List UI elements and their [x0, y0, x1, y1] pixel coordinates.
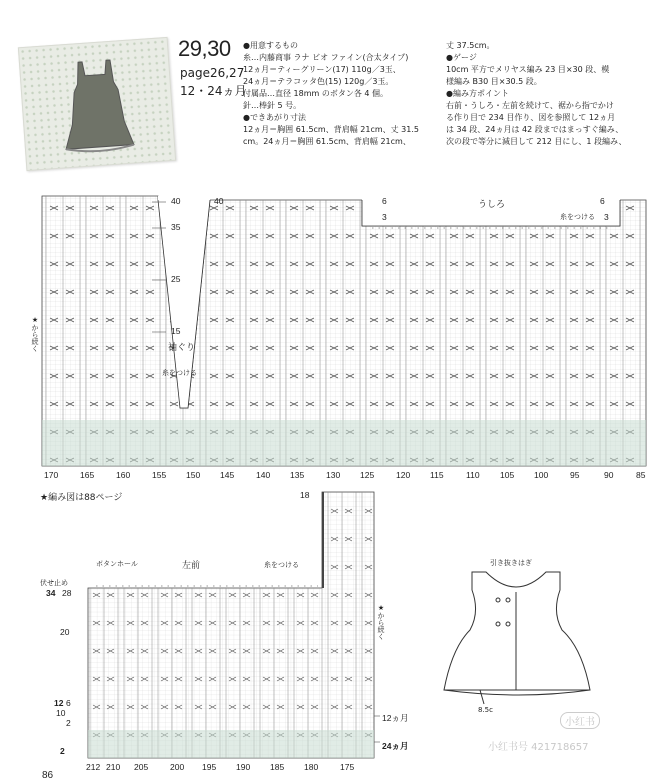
x-tick: 180	[304, 762, 319, 772]
schematic-top-label: 引き抜きはぎ	[490, 559, 532, 567]
x-tick: 90	[604, 470, 614, 480]
pattern-page: page26,27	[180, 66, 245, 80]
bind-off-label: 伏せ止め	[40, 579, 68, 587]
row-20: 20	[60, 627, 70, 637]
dress-schematic	[444, 572, 590, 704]
x-tick: 115	[430, 470, 444, 480]
row-12: 12	[54, 698, 64, 708]
x-tick: 105	[500, 470, 515, 480]
points-heading: ●編み方ポイント	[446, 89, 509, 98]
size-heading: ●できあがり寸法	[243, 113, 306, 122]
x-tick: 125	[360, 470, 375, 480]
row-label-15: 15	[171, 326, 181, 336]
materials-line: 針…棒針 5 号。	[243, 101, 302, 110]
row-2b: 2	[60, 746, 65, 756]
x-tick: 135	[290, 470, 305, 480]
row-10: 10	[56, 708, 66, 718]
x-tick: 170	[44, 470, 59, 480]
back-label: うしろ	[478, 200, 506, 210]
join-yarn-label: 糸をつける	[162, 369, 197, 377]
row-label-6-right: 6	[600, 196, 605, 206]
row-label-25: 25	[171, 274, 181, 284]
points-line: は 34 段、24ヵ月は 42 段まではまっすぐ編み、	[446, 125, 624, 134]
materials-line: 12ヵ月＝ティーグリーン(17) 110g／3玉、	[243, 65, 401, 74]
watermark-id: 小红书号 421718657	[488, 742, 589, 753]
pattern-sizes: 12・24ヵ月	[180, 84, 247, 98]
x-tick: 195	[202, 762, 217, 772]
watermark-badge: 小红书	[560, 712, 600, 729]
row-34: 34	[46, 588, 56, 598]
x-tick: 190	[236, 762, 251, 772]
x-tick: 160	[116, 470, 131, 480]
x-tick: 85	[636, 470, 646, 480]
continue-from-star-label-bottom: ★から続く	[377, 604, 385, 640]
armhole-label: 袖ぐり	[168, 343, 196, 353]
row-label-6: 6	[382, 196, 387, 206]
row-label-35: 35	[171, 222, 181, 232]
materials-heading: ●用意するもの	[243, 41, 298, 50]
row-label-3-right: 3	[604, 212, 609, 222]
x-tick: 185	[270, 762, 285, 772]
gauge-line: 様編み B30 目×30.5 段。	[446, 77, 542, 86]
x-tick: 200	[170, 762, 185, 772]
size-12-label: 12ヵ月	[382, 713, 409, 723]
materials-line: 24ヵ月＝テラコッタ色(15) 120g／3玉。	[243, 77, 394, 86]
row-28: 28	[62, 588, 72, 598]
x-tick: 212	[86, 762, 101, 772]
x-tick: 110	[466, 470, 480, 480]
x-tick: 145	[220, 470, 235, 480]
gauge-heading: ●ゲージ	[446, 53, 477, 62]
row-label-40-right: 40	[214, 196, 224, 206]
join-yarn-label-back: 糸をつける	[560, 213, 595, 221]
size-line: cm。24ヵ月＝胸囲 61.5cm、背肩幅 21cm、	[243, 137, 411, 146]
x-tick: 175	[340, 762, 355, 772]
x-tick: 205	[134, 762, 149, 772]
x-tick: 130	[326, 470, 341, 480]
pattern-number: 29,30	[178, 36, 231, 61]
x-tick: 165	[80, 470, 95, 480]
x-tick: 95	[570, 470, 580, 480]
x-tick: 150	[186, 470, 201, 480]
continue-from-star-label: ★から続く	[31, 316, 39, 352]
row-6: 6	[66, 698, 71, 708]
length-line: 丈 37.5cm。	[446, 41, 495, 50]
gauge-line: 10cm 平方でメリヤス編み 23 目×30 段、模	[446, 65, 610, 74]
x-tick: 100	[534, 470, 549, 480]
size-line: 12ヵ月＝胸囲 61.5cm、背肩幅 21cm、丈 31.5	[243, 125, 419, 134]
buttonhole-label: ボタンホール	[96, 560, 138, 568]
points-line: る作り目で 234 目作り、図を参照して 12ヵ月	[446, 113, 616, 122]
x-tick: 155	[152, 470, 167, 480]
chart-note: ★編み図は88ページ	[40, 493, 123, 503]
row-18: 18	[300, 490, 310, 500]
row-2a: 2	[66, 718, 71, 728]
row-label-40: 40	[171, 196, 181, 206]
materials-line: 付属品…直径 18mm のボタン各 4 個。	[243, 89, 389, 98]
x-tick: 210	[106, 762, 121, 772]
points-line: 右前・うしろ・左前を続けて、裾から指でかけ	[446, 101, 614, 110]
left-front-label: 左前	[182, 561, 201, 571]
schematic-bottom-label: 8.5c	[478, 706, 493, 714]
row-label-3: 3	[382, 212, 387, 222]
points-line: 次の段で等分に減目して 212 目にし、1 段編み、	[446, 137, 627, 146]
x-tick: 120	[396, 470, 411, 480]
join-yarn-label-front: 糸をつける	[264, 561, 299, 569]
size-24-label: 24ヵ月	[382, 741, 409, 751]
materials-line: 糸…内藤商事 ラナ ビオ ファイン(合太タイプ)	[243, 53, 409, 62]
x-tick: 140	[256, 470, 271, 480]
page-number: 86	[42, 770, 54, 781]
